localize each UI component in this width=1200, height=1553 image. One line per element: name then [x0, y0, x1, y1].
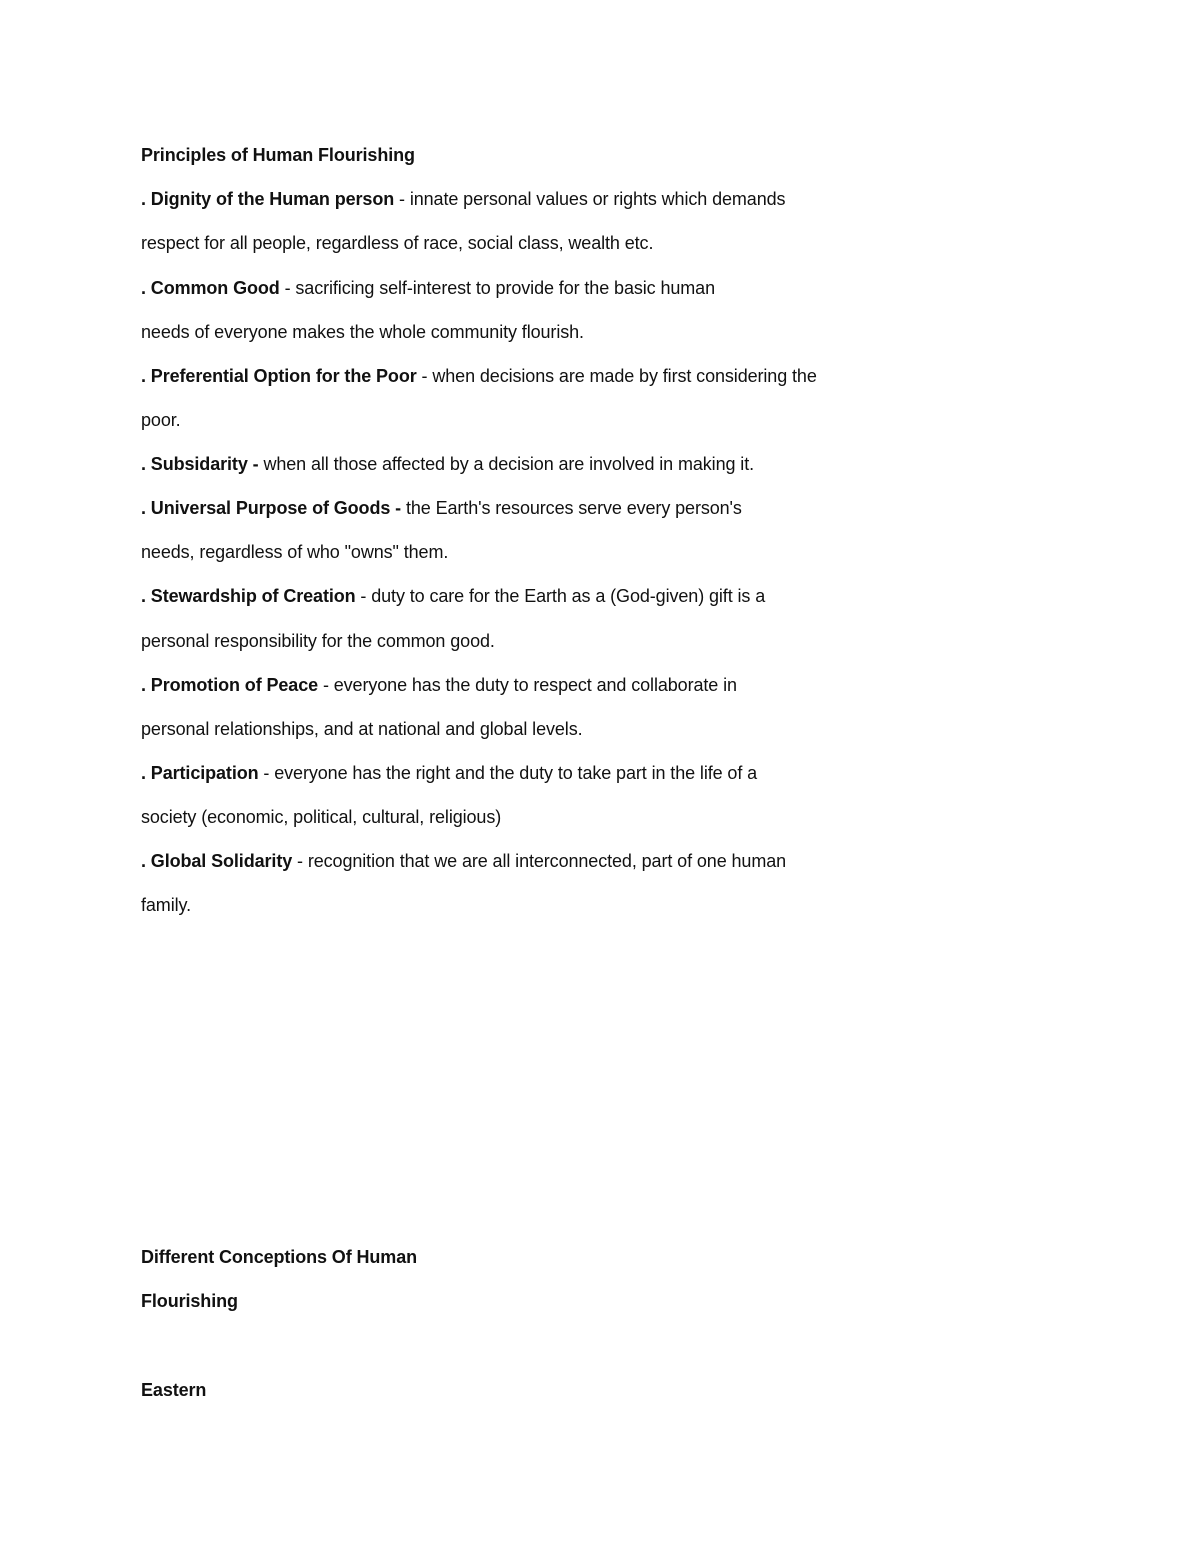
- principle-term: . Global Solidarity: [141, 851, 293, 871]
- principle-dignity-continued: respect for all people, regardless of race, social class, wealth etc.: [141, 233, 654, 253]
- principle-promotion-of-peace-continued: personal relationships, and at national and global levels.: [141, 719, 583, 739]
- principle-dignity: [141, 188, 785, 210]
- principle-preferential-option: [141, 365, 817, 387]
- principle-common-good-continued: needs of everyone makes the whole community flourish.: [141, 322, 584, 342]
- section-heading-eastern: Eastern: [141, 1380, 207, 1400]
- principle-term: . Subsidarity -: [141, 454, 259, 474]
- principle-description: everyone has the duty to respect and collaborate in: [333, 675, 737, 695]
- principle-separator: -: [394, 189, 410, 209]
- principle-description: everyone has the right and the duty to take part in the life of a: [274, 763, 758, 783]
- principle-description: when all those affected by a decision are involved in making it.: [263, 454, 754, 474]
- principle-term: . Preferential Option for the Poor: [141, 366, 417, 386]
- principle-separator: -: [318, 675, 334, 695]
- section-heading-conceptions: Different Conceptions Of Human: [141, 1247, 418, 1267]
- principle-separator: -: [279, 278, 296, 298]
- principle-common-good: [141, 277, 715, 299]
- principle-description: the Earth's resources serve every person's: [405, 498, 742, 518]
- principle-description: when decisions are made by first considering the: [432, 366, 817, 386]
- principle-term: . Stewardship of Creation: [141, 586, 356, 606]
- principle-promotion-of-peace: [141, 674, 737, 696]
- principle-stewardship-continued: personal responsibility for the common good.: [141, 631, 495, 651]
- principle-universal-purpose: [141, 497, 742, 519]
- principle-separator: -: [292, 851, 308, 871]
- principle-subsidarity: [141, 453, 754, 475]
- principle-term: . Common Good: [141, 278, 280, 298]
- principle-term: . Participation: [141, 763, 259, 783]
- principle-participation-continued: society (economic, political, cultural, religious): [141, 807, 502, 827]
- principle-description: sacrificing self-interest to provide for the basic human: [295, 278, 715, 298]
- principle-global-solidarity-continued: family.: [141, 895, 191, 915]
- principle-description: duty to care for the Earth as a (God-given) gift is a: [371, 586, 766, 606]
- principle-universal-purpose-continued: needs, regardless of who "owns" them.: [141, 542, 449, 562]
- principle-separator: -: [355, 586, 372, 606]
- section-heading-conceptions-continued: Flourishing: [141, 1291, 238, 1311]
- principle-description: recognition that we are all interconnected, part of one human: [307, 851, 787, 871]
- principle-stewardship: [141, 585, 765, 607]
- principle-global-solidarity: [141, 850, 786, 872]
- principle-term: . Promotion of Peace: [141, 675, 319, 695]
- principle-separator: -: [416, 366, 433, 386]
- principle-description: innate personal values or rights which demands: [409, 189, 786, 209]
- principle-participation: [141, 762, 757, 784]
- principle-term: . Dignity of the Human person: [141, 189, 395, 209]
- principle-preferential-option-continued: poor.: [141, 410, 181, 430]
- document-title: Principles of Human Flourishing: [141, 145, 415, 165]
- principle-term: . Universal Purpose of Goods -: [141, 498, 402, 518]
- principle-separator: -: [258, 763, 275, 783]
